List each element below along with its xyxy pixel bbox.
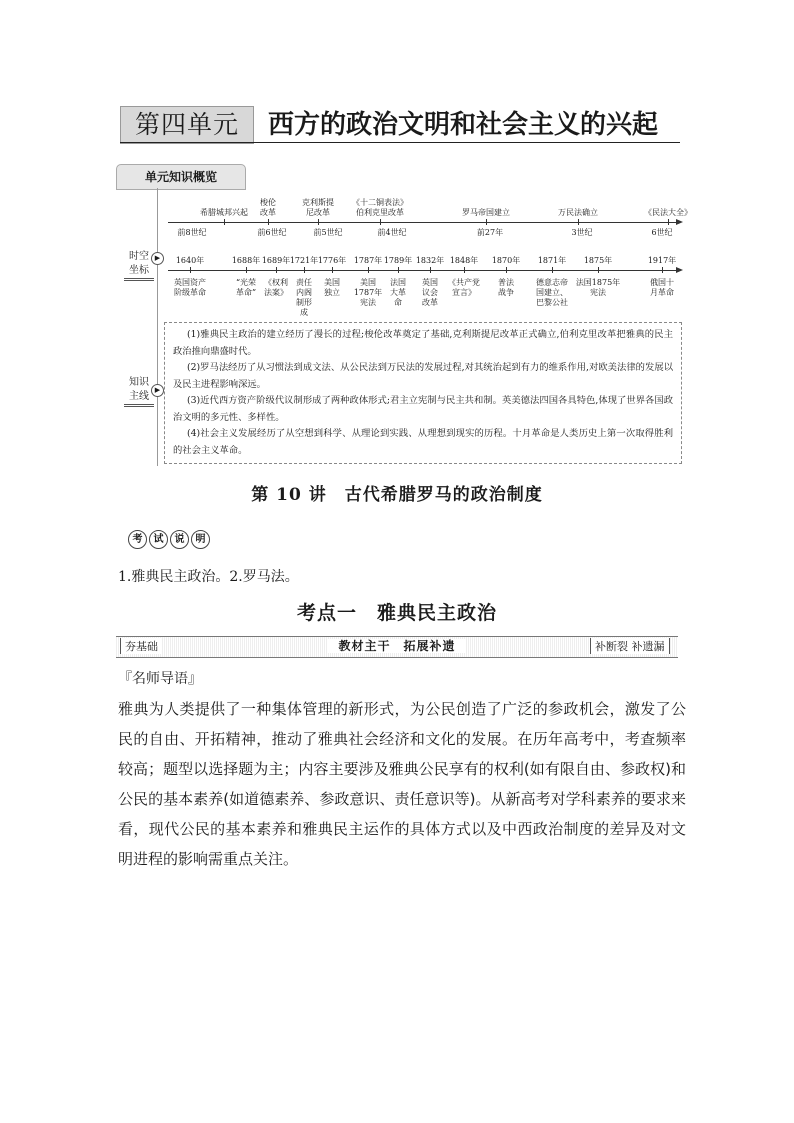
band-mid-text: 教材主干 拓展补遗 — [328, 639, 465, 653]
timeline-axis — [168, 270, 678, 271]
modern-event: 《权利 法案》 — [264, 278, 288, 297]
ancient-date: 6世纪 — [651, 228, 673, 237]
ancient-date: 前4世纪 — [377, 228, 407, 237]
modern-year: 1870年 — [491, 256, 521, 265]
ancient-date: 3世纪 — [571, 228, 593, 237]
timeline-tick — [668, 219, 669, 225]
modern-year: 1688年 — [231, 256, 261, 265]
ancient-event: 《民法大全》 — [644, 208, 692, 217]
modern-year: 1917年 — [647, 256, 677, 265]
badge-char: 试 — [149, 530, 168, 549]
mainline-paragraph: (1)雅典民主政治的建立经历了漫长的过程;梭伦改革奠定了基础,克利斯提尼改革正式确立,伯利克里改革把雅典的民主政治推向鼎盛时代。 — [173, 329, 673, 357]
mainline-paragraph: (3)近代西方资产阶级代议制形成了两种政体形式;君主立宪制与民主共和制。英美德法四国各具特色,体现了世界各国政治文明的多元性、多样性。 — [173, 395, 673, 423]
modern-event: 法国 大革 命 — [390, 278, 406, 307]
modern-event: 英国资产 阶级革命 — [174, 278, 206, 297]
modern-event: 法国1875年 宪法 — [575, 278, 621, 297]
timeline-tick — [506, 267, 507, 273]
timeline-tick — [190, 267, 191, 273]
timeline-arrow — [676, 267, 683, 273]
badge-char: 说 — [170, 530, 189, 549]
modern-event: 英国 议会 改革 — [422, 278, 438, 307]
timeline-tick — [486, 219, 487, 225]
timeline-tick — [246, 267, 247, 273]
mainline-paragraph: (2)罗马法经历了从习惯法到成文法、从公民法到万民法的发展过程,对其统治起到有力的维系作用,对欧美法律的发展以及民主进程影响深远。 — [173, 362, 673, 390]
mainline-paragraph: (4)社会主义发展经历了从空想到科学、从理论到实践、从理想到现实的历程。十月革命是人类历史上第一次取得胜利的社会主义革命。 — [173, 428, 673, 456]
modern-year: 1787年 — [353, 256, 383, 265]
modern-year: 1640年 — [175, 256, 205, 265]
kaodian-title: 考点一 雅典民主政治 — [296, 602, 497, 624]
timeline-tick — [552, 267, 553, 273]
modern-event: “光荣 革命” — [235, 278, 257, 297]
unit-badge: 第四单元 — [120, 106, 254, 144]
ancient-date: 前5世纪 — [313, 228, 343, 237]
timeline-tick — [276, 267, 277, 273]
modern-event: 德意志帝 国建立、 巴黎公社 — [536, 278, 568, 307]
badge-char: 考 — [128, 530, 147, 549]
lecture-title: 第 10 讲 古代希腊罗马的政治制度 — [251, 485, 543, 505]
ancient-event: 罗马帝国建立 — [462, 208, 510, 217]
timeline-tick — [318, 219, 319, 225]
timeline-tick — [430, 267, 431, 273]
exam-description-badge — [128, 527, 212, 547]
modern-year: 1871年 — [537, 256, 567, 265]
ancient-event: 希腊城邦兴起 — [200, 208, 248, 217]
modern-year: 1875年 — [583, 256, 613, 265]
modern-year: 1832年 — [415, 256, 445, 265]
overview-badge: 单元知识概览 — [116, 164, 246, 190]
timeline-tick — [332, 267, 333, 273]
timeline-tick — [304, 267, 305, 273]
timeline-tick — [380, 219, 381, 225]
play-arrow-icon: ▶ — [151, 384, 164, 397]
ancient-event: 《十二铜表法》 伯利克里改革 — [352, 198, 408, 217]
timeline-tick — [398, 267, 399, 273]
unit-title: 西方的政治文明和社会主义的兴起 — [268, 110, 659, 140]
timeline-tick — [598, 267, 599, 273]
ancient-event: 克利斯提 尼改革 — [302, 198, 334, 217]
overview-vertical-line — [157, 188, 158, 466]
ancient-date: 前8世纪 — [177, 228, 207, 237]
badge-char: 明 — [191, 530, 210, 549]
mainline-side-label: 知识 主线 — [124, 376, 154, 407]
ancient-date: 前6世纪 — [257, 228, 287, 237]
band-left-label: 夯基础 — [120, 638, 162, 654]
modern-year: 1689年 — [261, 256, 291, 265]
timeline-tick — [268, 219, 269, 225]
guide-body: 雅典为人类提供了一种集体管理的新形式，为公民创造了广泛的参政机会，激发了公民的自由、开拓精神，推动了雅典社会经济和文化的发展。在历年高考中，考查频率较高；题型以选择题为主；内容主要涉及雅典公民享有的权利(如有限自由、参政权)和公民的基本素养(如道德素养、参政意识、责任意识等)。从新高考对学科素养的要求来看，现代公民的基本素养和雅典民主运作的具体方式以及中西政治制度的差异及对文明进程的影响需重点关注。 — [118, 700, 686, 868]
timeline-axis — [168, 222, 678, 223]
modern-event: 责任 内阁 制形 成 — [296, 278, 312, 317]
guide-title: 『名师导语』 — [118, 671, 202, 687]
modern-event: 美国 1787年 宪法 — [353, 278, 383, 307]
timeline-arrow — [676, 219, 683, 225]
modern-year: 1776年 — [317, 256, 347, 265]
ancient-timeline — [168, 198, 692, 248]
modern-event: 《共产党 宣言》 — [448, 278, 480, 297]
timeline-tick — [224, 219, 225, 225]
band-right-label: 补断裂 补遗漏 — [590, 638, 670, 654]
ancient-event: 梭伦 改革 — [260, 198, 276, 217]
timeline-tick — [578, 219, 579, 225]
modern-event: 普法 战争 — [498, 278, 514, 297]
mainline-box — [164, 322, 682, 464]
modern-year: 1848年 — [449, 256, 479, 265]
exam-description-text: 1.雅典民主政治。2.罗马法。 — [118, 569, 299, 585]
ancient-date: 前27年 — [476, 228, 504, 237]
timeline-tick — [464, 267, 465, 273]
modern-year: 1789年 — [383, 256, 413, 265]
timeline-side-label: 时空 坐标 — [124, 250, 154, 281]
ancient-event: 万民法确立 — [558, 208, 598, 217]
modern-timeline — [168, 256, 688, 322]
band-mid-label — [0, 637, 794, 654]
modern-event: 美国 独立 — [324, 278, 340, 297]
unit-title-rule — [120, 142, 680, 143]
timeline-tick — [662, 267, 663, 273]
play-arrow-icon: ▶ — [151, 252, 164, 265]
timeline-tick — [368, 267, 369, 273]
modern-year: 1721年 — [289, 256, 319, 265]
modern-event: 俄国十 月革命 — [650, 278, 674, 297]
